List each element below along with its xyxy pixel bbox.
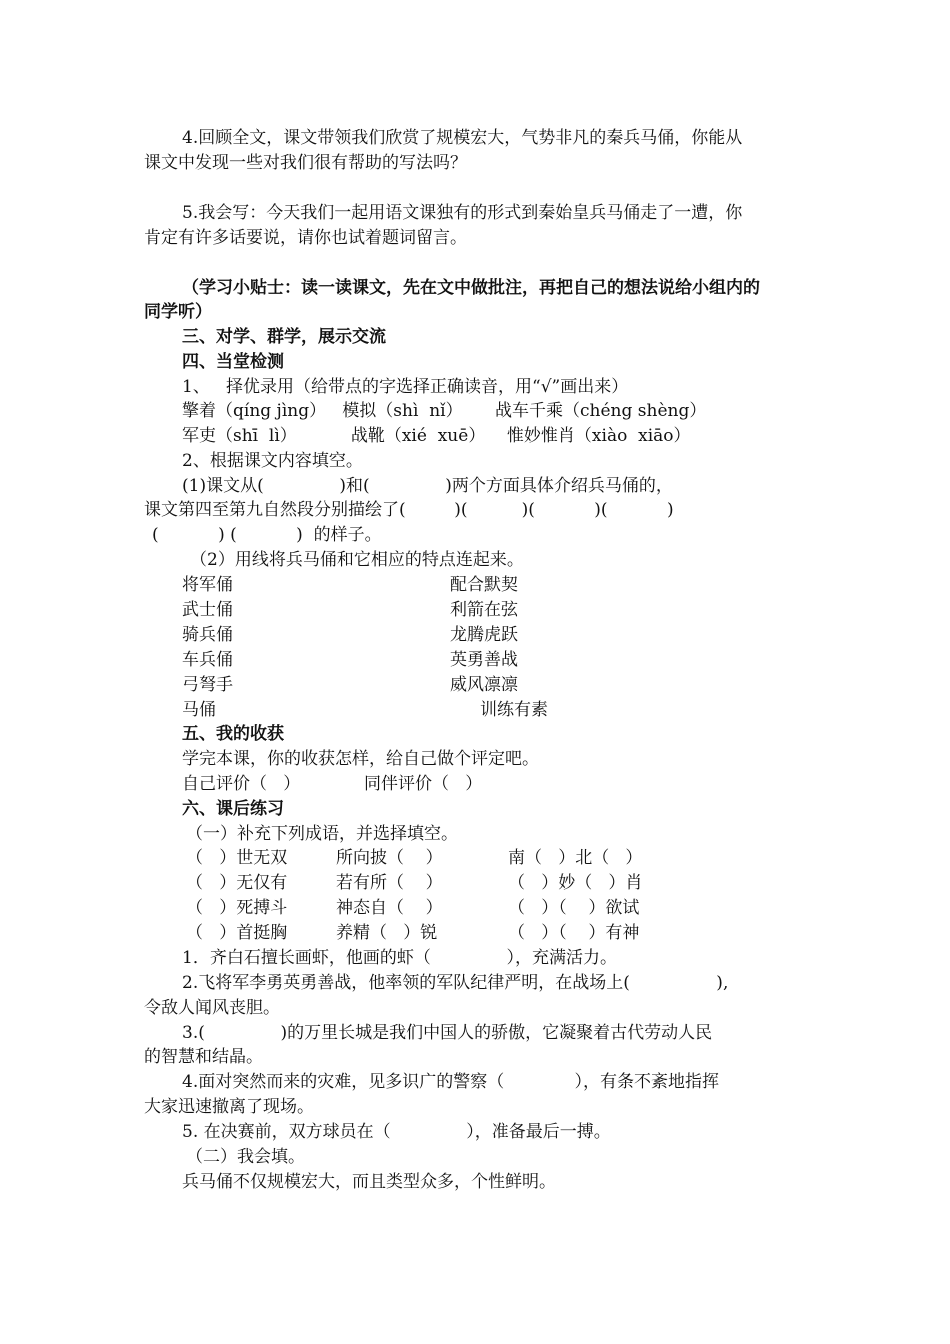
- section6-heading: 六、课后练习: [182, 799, 284, 819]
- match-task: （2）用线将兵马俑和它相应的特点连起来。: [190, 550, 524, 570]
- fill-in-task-2: （二）我会填。: [186, 1147, 305, 1167]
- idiom-cell: 养精（ ）锐: [336, 923, 438, 943]
- section3-heading: 三、对学、群学，展示交流: [182, 327, 386, 347]
- pinyin-row-2: 军吏（shī lì） 战靴（xié xuē） 惟妙惟肖（xiào xiāo）: [182, 426, 691, 446]
- idiom-cell: （ ）首挺胸: [186, 923, 288, 943]
- sentence-5: 5. 在决赛前，双方球员在（ ），准备最后一搏。: [182, 1122, 611, 1142]
- trait-item: 配合默契: [450, 575, 518, 595]
- idiom-cell: 神态自（ ）: [336, 898, 443, 918]
- fill-task: 2、根据课文内容填空。: [182, 451, 363, 471]
- idiom-cell: （ ）死搏斗: [186, 898, 288, 918]
- idiom-cell: 若有所（ ）: [336, 873, 443, 893]
- section4-heading: 四、当堂检测: [182, 352, 284, 372]
- pinyin-row-1: 擎着（qíng jìng） 模拟（shì nǐ） 战车千乘（chéng shèng）: [182, 401, 707, 421]
- trait-item: 训练有素: [480, 700, 548, 720]
- idiom-cell: （ ）妙（ ）肖: [508, 873, 643, 893]
- fill1-line3: ( ) ( ) 的样子。: [152, 525, 382, 545]
- idiom-cell: 所向披（ ）: [336, 848, 443, 868]
- fill1-line1: (1)课文从( )和( )两个方面具体介绍兵马俑的，: [182, 476, 673, 496]
- sentence-4-line2: 大家迅速撤离了现场。: [144, 1097, 314, 1117]
- fill1-line2: 课文第四至第九自然段分别描绘了( )( )( )( ): [144, 500, 674, 520]
- harvest-line: 学完本课，你的收获怎样，给自己做个评定吧。: [182, 749, 539, 769]
- trait-item: 英勇善战: [450, 650, 518, 670]
- q5-line2: 肯定有许多话要说，请你也试着题词留言。: [144, 228, 467, 248]
- sentence-3-line2: 的智慧和结晶。: [144, 1047, 263, 1067]
- sentence-3-line1: 3.( )的万里长城是我们中国人的骄傲，它凝聚着古代劳动人民: [182, 1023, 713, 1043]
- q4-line2: 课文中发现一些对我们很有帮助的写法吗？: [144, 153, 467, 173]
- study-tip-line1: （学习小贴士：读一读课文，先在文中做批注，再把自己的想法说给小组内的: [182, 278, 760, 298]
- idiom-cell: （ ）（ ）欲试: [508, 898, 640, 918]
- part2-line1: 兵马俑不仅规模宏大，而且类型众多，个性鲜明。: [182, 1172, 556, 1192]
- sentence-2-line1: 2.飞将军李勇英勇善战，他率领的军队纪律严明，在战场上( ),: [182, 973, 729, 993]
- idiom-cell: （ ）（ ）有神: [508, 923, 640, 943]
- idiom-task: （一）补充下列成语，并选择填空。: [186, 824, 458, 844]
- q5-line1: 5.我会写：今天我们一起用语文课独有的形式到秦始皇兵马俑走了一遭，你: [182, 203, 743, 223]
- figure-item: 弓弩手: [182, 675, 233, 695]
- sentence-1: 1．齐白石擅长画虾，他画的虾（ ），充满活力。: [182, 948, 617, 968]
- trait-item: 龙腾虎跃: [450, 625, 518, 645]
- figure-item: 武士俑: [182, 600, 233, 620]
- q4-line1: 4.回顾全文，课文带领我们欣赏了规模宏大，气势非凡的秦兵马俑，你能从: [182, 128, 743, 148]
- idiom-cell: 南（ ）北（ ）: [508, 848, 643, 868]
- pinyin-task: 1、 择优录用（给带点的字选择正确读音，用“√”画出来）: [182, 377, 629, 397]
- section5-heading: 五、我的收获: [182, 724, 284, 744]
- figure-item: 车兵俑: [182, 650, 233, 670]
- figure-item: 骑兵俑: [182, 625, 233, 645]
- sentence-2-line2: 令敌人闻风丧胆。: [144, 998, 280, 1018]
- idiom-cell: （ ）世无双: [186, 848, 288, 868]
- trait-item: 威风凛凛: [450, 675, 518, 695]
- trait-item: 利箭在弦: [450, 600, 518, 620]
- study-tip-line2: 同学听）: [144, 302, 212, 322]
- sentence-4-line1: 4.面对突然而来的灾难，见多识广的警察（ ），有条不紊地指挥: [182, 1072, 719, 1092]
- idiom-cell: （ ）无仅有: [186, 873, 288, 893]
- peer-evaluation: 同伴评价（ ）: [364, 774, 483, 794]
- figure-item: 马俑: [182, 700, 216, 720]
- self-evaluation: 自己评价（ ）: [182, 774, 301, 794]
- figure-item: 将军俑: [182, 575, 233, 595]
